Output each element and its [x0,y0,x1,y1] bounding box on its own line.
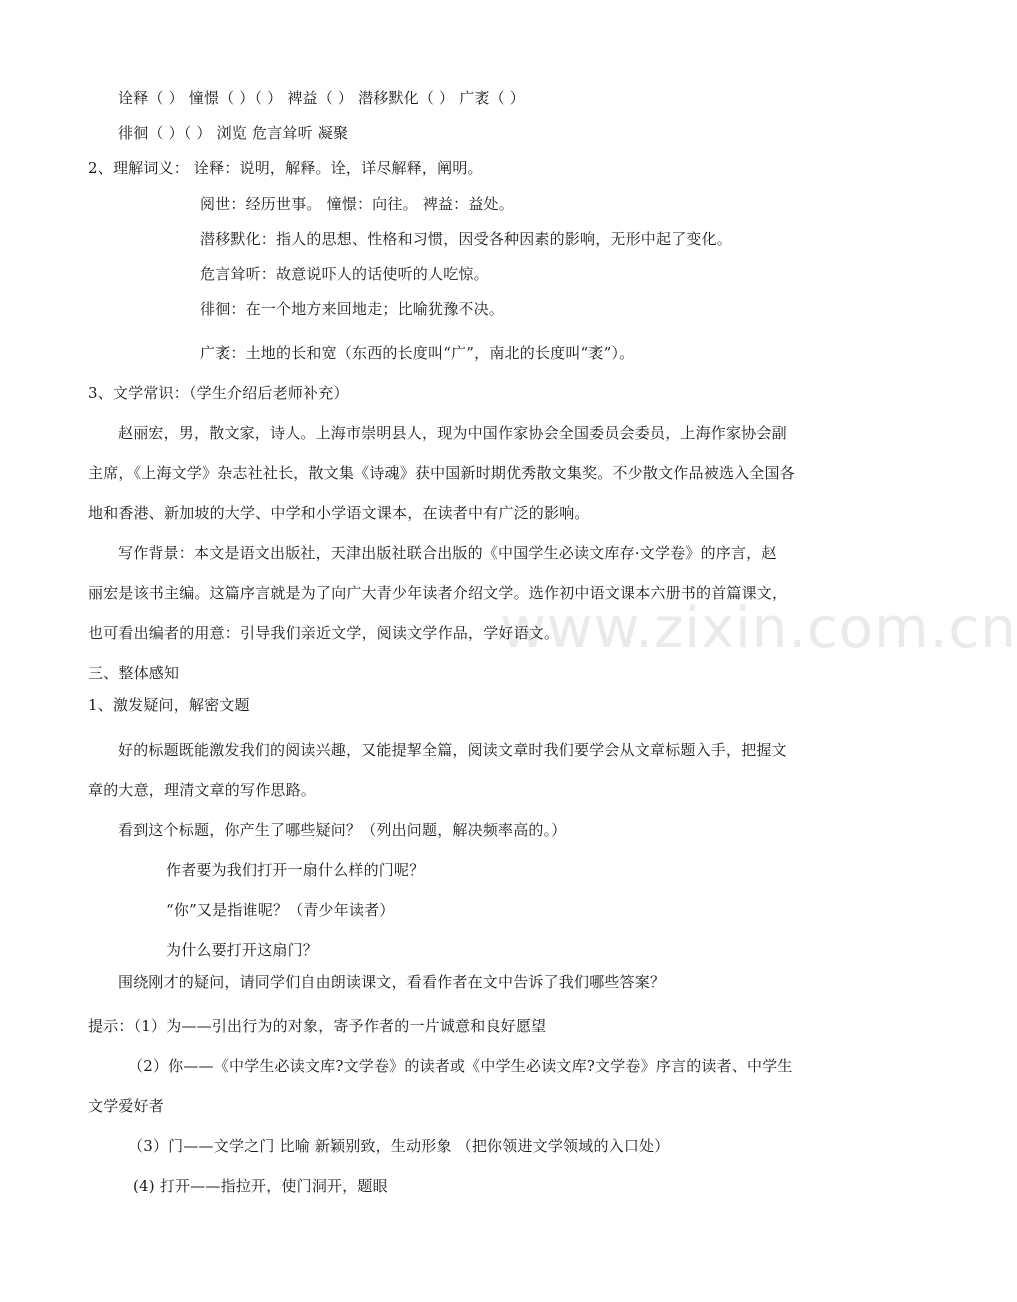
vocab-line-2: 徘徊（ ）（ ） 浏览 危言耸听 凝聚 [118,124,349,142]
definition-line-1: 阅世：经历世事。 憧憬：向往。 裨益：益处。 [200,195,514,213]
part-3-heading: 三、整体感知 [88,664,180,682]
part-3-subheading: 1、激发疑问，解密文题 [88,696,250,714]
question-2: “你”又是指谁呢？（青少年读者） [166,901,395,919]
section-2-heading: 2、理解词义： 诠释：说明，解释。诠，详尽解释，阐明。 [88,159,483,177]
title-paragraph-line-2: 章的大意，理清文章的写作思路。 [88,781,317,799]
hint-3: （3）门——文学之门 比喻 新颖别致，生动形象 （把你领进文学领域的入口处） [128,1137,670,1155]
definition-line-5: 广袤：土地的长和宽（东西的长度叫“广”，南北的长度叫“袤”）。 [200,344,635,362]
question-prompt: 看到这个标题，你产生了哪些疑问？（列出问题，解决频率高的。） [118,821,567,839]
watermark: www.zixin.com.cn [500,596,1017,661]
section-3-heading: 3、文学常识：（学生介绍后老师补充） [88,384,349,402]
question-1: 作者要为我们打开一扇什么样的门呢？ [166,861,425,879]
definition-line-4: 徘徊：在一个地方来回地走；比喻犹豫不决。 [200,300,505,318]
author-paragraph-line-1: 赵丽宏，男，散文家，诗人。上海市崇明县人，现为中国作家协会全国委员会委员，上海作家协会副 [118,424,787,442]
hint-2-line-2: 文学爱好者 [88,1097,165,1115]
definition-line-3: 危言耸听：故意说吓人的话使听的人吃惊。 [200,265,489,283]
background-paragraph-line-3: 也可看出编者的用意：引导我们亲近文学，阅读文学作品，学好语文。 [88,624,560,642]
hint-4: (4) 打开——指拉开，使门洞开，题眼 [133,1177,388,1195]
vocab-line-1: 诠释（ ） 憧憬（ ）（ ） 裨益（ ） 潜移默化（ ） 广袤（ ） [118,89,525,107]
question-3: 为什么要打开这扇门？ [166,941,319,959]
definition-line-2: 潜移默化：指人的思想、性格和习惯，因受各种因素的影响，无形中起了变化。 [200,230,733,248]
background-paragraph-line-2: 丽宏是该书主编。这篇序言就是为了向广大青少年读者介绍文学。选作初中语文课本六册书的首篇课文， [88,584,788,602]
reading-instruction: 围绕刚才的疑问，请同学们自由朗读课文，看看作者在文中告诉了我们哪些答案？ [118,973,666,991]
author-paragraph-line-2: 主席，《上海文学》杂志社社长，散文集《诗魂》获中国新时期优秀散文集奖。不少散文作品被选入全国各 [88,464,795,482]
title-paragraph-line-1: 好的标题既能激发我们的阅读兴趣，又能提挈全篇，阅读文章时我们要学会从文章标题入手，把握文 [118,741,787,759]
author-paragraph-line-3: 地和香港、新加坡的大学、中学和小学语文课本，在读者中有广泛的影响。 [88,504,590,522]
background-paragraph-line-1: 写作背景：本文是语文出版社，天津出版社联合出版的《中国学生必读文库存·文学卷》的序言，赵 [118,544,777,562]
hint-1: 提示：（1）为——引出行为的对象，寄予作者的一片诚意和良好愿望 [88,1017,547,1035]
hint-2-line-1: （2）你——《中学生必读文库?文学卷》的读者或《中学生必读文库?文学卷》序言的读者、中学生 [128,1057,793,1075]
